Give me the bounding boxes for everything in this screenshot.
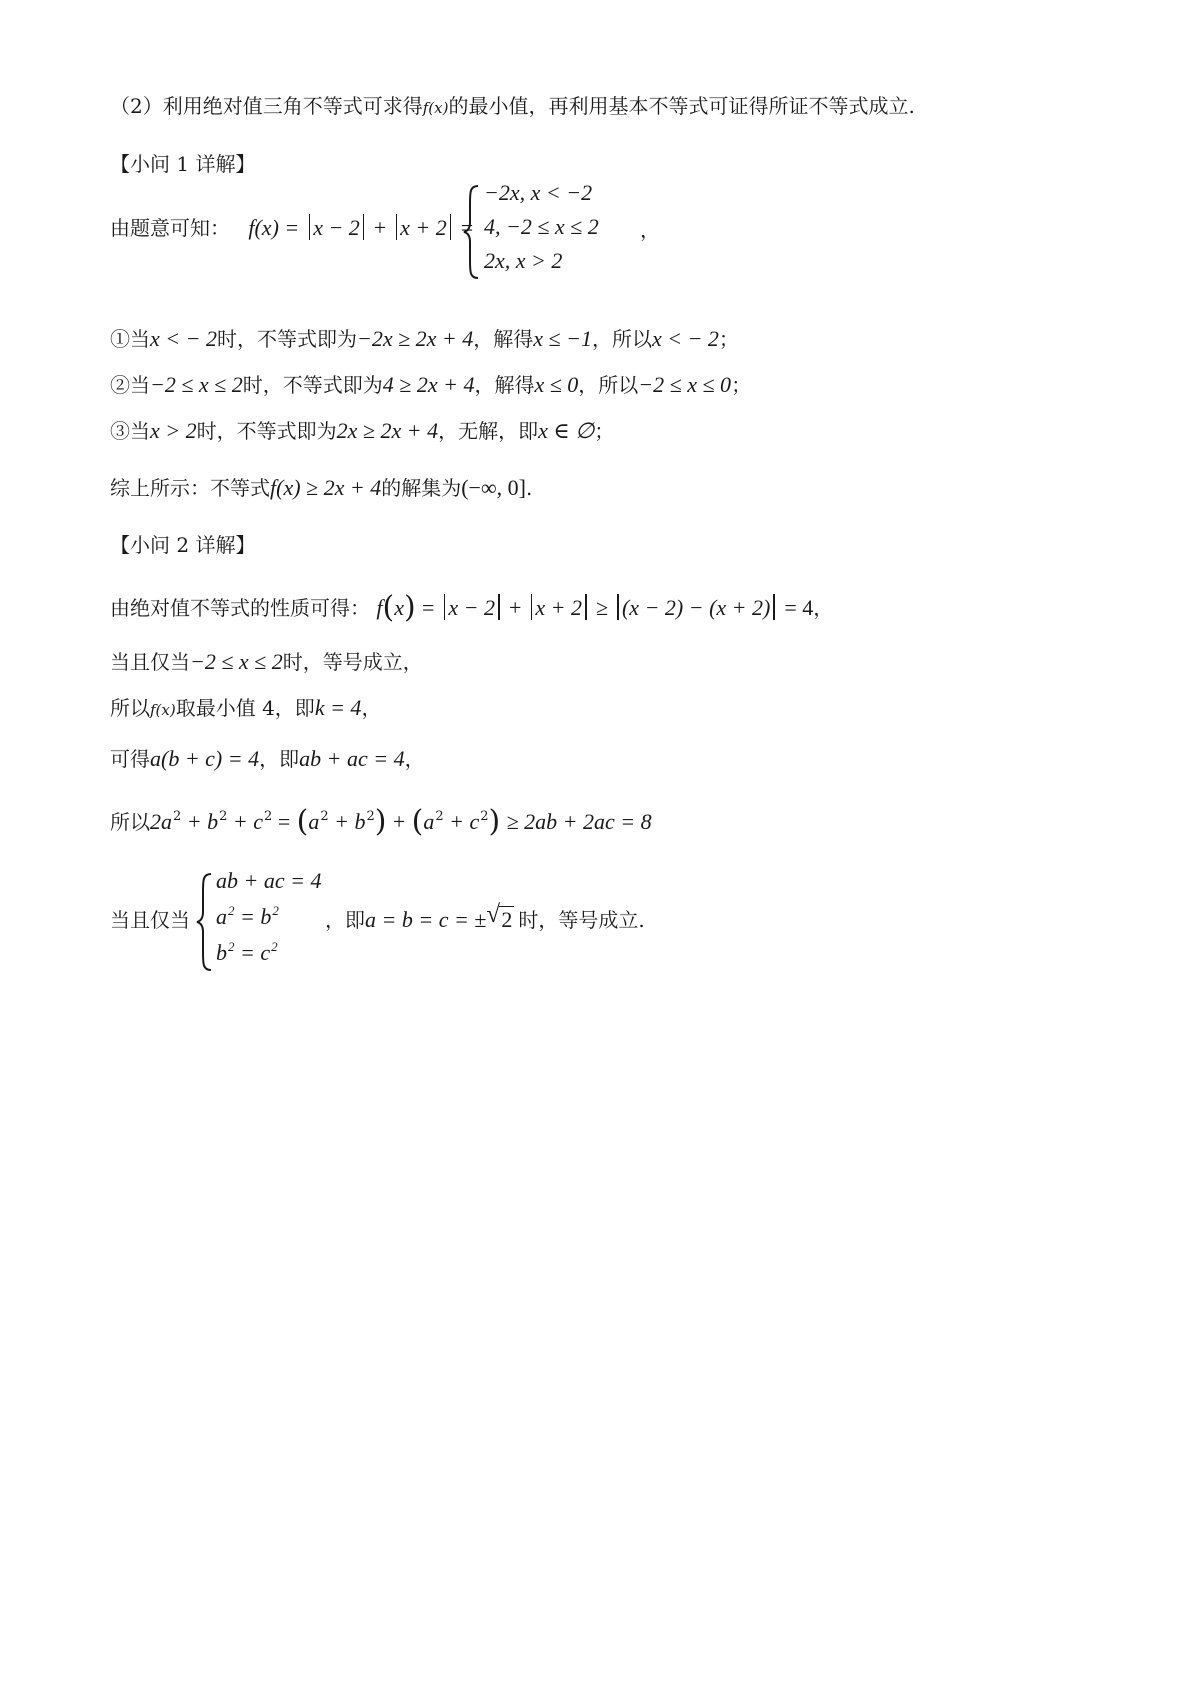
- case2-text-e: ；: [731, 373, 752, 397]
- system-eq-1-text: ab + ac = 4: [216, 868, 322, 893]
- system-eq-3-base: b: [216, 940, 227, 965]
- final-inequality-line: [110, 806, 652, 840]
- derive-text-c: ，: [404, 747, 425, 771]
- system-eq-2: [216, 904, 279, 930]
- case2-math-4: −2 ≤ x ≤ 0: [638, 372, 732, 397]
- equality2-conclusion: [325, 901, 645, 934]
- final-plus: +: [392, 809, 406, 834]
- paren-open: (: [296, 804, 309, 839]
- summary-line: [110, 474, 532, 502]
- case1-text-b: 时，不等式即为: [216, 327, 357, 351]
- exponent: 2: [219, 809, 228, 824]
- case1-math-3: x ≤ −1: [533, 326, 592, 351]
- case-3-line: [110, 417, 614, 445]
- abs-ineq-intro: 由绝对值不等式的性质可得：: [110, 596, 370, 620]
- paren-close: ): [488, 804, 501, 839]
- abs-bar: [617, 594, 619, 620]
- piecewise-abs1: x − 2: [313, 215, 360, 240]
- abs-bar: [444, 594, 446, 620]
- min-value-math: k = 4: [314, 695, 362, 720]
- case3-math-1: x > 2: [150, 418, 197, 443]
- abs-ineq-plus: +: [509, 595, 522, 620]
- abs-bar: [531, 594, 533, 620]
- piecewise-plus: +: [373, 215, 387, 240]
- abs-bar: [450, 214, 452, 240]
- final-eq: =: [272, 809, 291, 834]
- equality-condition-1: [110, 648, 423, 676]
- abs-ineq-ge: ≥: [595, 595, 609, 620]
- paren-open: (: [411, 804, 424, 839]
- derive-text-a: 可得: [110, 747, 150, 771]
- exponent: 2: [272, 903, 279, 918]
- system-eq-3: [216, 940, 278, 966]
- case2-text-a: ②当: [110, 373, 150, 397]
- final-lhs-a: 2a: [150, 809, 172, 834]
- piecewise-intro: 由题意可知：: [110, 216, 230, 240]
- case3-text-b: 时，不等式即为: [196, 419, 337, 443]
- equality2-text-c: 时，等号成立.: [518, 908, 645, 932]
- piecewise-eq: =: [460, 215, 474, 240]
- equality1-math: −2 ≤ x ≤ 2: [190, 649, 283, 674]
- abs-ineq-eq: =: [422, 595, 435, 620]
- summary-math-2: (−∞, 0]: [461, 475, 526, 500]
- equality1-text-b: 时，等号成立，: [282, 650, 423, 674]
- case1-math-4: x < − 2: [651, 326, 719, 351]
- abs-bar: [585, 594, 587, 620]
- case1-math-1: x < − 2: [150, 326, 217, 351]
- case-2-line: [110, 371, 751, 399]
- min-value-fx: f(x): [150, 701, 176, 719]
- abs-ineq-abs2: x + 2: [535, 595, 582, 620]
- q1-header: 【小问 1 详解】: [110, 152, 256, 176]
- exponent: 2: [264, 809, 273, 824]
- abs-bar: [363, 214, 365, 240]
- equality2-math: a = b = c = ±: [365, 907, 487, 932]
- piecewise-lhs: f(x) =: [248, 215, 300, 240]
- abs-bar: [309, 214, 311, 240]
- piecewise-case-2: 4, −2 ≤ x ≤ 2: [484, 214, 599, 239]
- piecewise-case-3: 2x, x > 2: [484, 248, 563, 273]
- abs-ineq-f: f: [376, 595, 383, 620]
- radicand: 2: [501, 907, 513, 932]
- case1-text-a: ①当: [110, 327, 150, 351]
- piecewise-brace: [462, 184, 482, 280]
- exponent: 2: [320, 809, 329, 824]
- summary-text-a: 综上所示：不等式: [110, 476, 270, 500]
- case2-text-c: ，解得: [474, 373, 535, 397]
- case1-text-e: ；: [718, 327, 739, 351]
- final-p2b: + c: [443, 809, 480, 834]
- case3-math-3: x ∈ ∅: [538, 418, 595, 443]
- abs-ineq-abs3: (x − 2) − (x + 2): [621, 595, 771, 620]
- case2-text-d: ，所以: [578, 373, 639, 397]
- piecewise-abs2: x + 2: [400, 215, 447, 240]
- radical-sign: √: [486, 901, 501, 928]
- part2-hint: [110, 92, 915, 122]
- final-rhs: ≥ 2ab + 2ac = 8: [506, 809, 652, 834]
- abs-ineq-x: x: [394, 595, 404, 620]
- exponent: 2: [366, 809, 375, 824]
- paren-open: (: [382, 590, 395, 625]
- paren-close: ): [403, 590, 416, 625]
- case2-math-3: x ≤ 0: [534, 372, 579, 397]
- sqrt-symbol: [486, 901, 514, 934]
- final-lhs-c: + c: [227, 809, 264, 834]
- case1-text-c: ，解得: [473, 327, 534, 351]
- abs-ineq-tail: ，: [813, 596, 834, 620]
- derive-text-b: ，即: [259, 747, 300, 771]
- case3-text-a: ③当: [110, 419, 150, 443]
- summary-text-c: .: [525, 476, 533, 500]
- summary-math-1: f(x) ≥ 2x + 4: [270, 475, 382, 500]
- case1-text-d: ，所以: [591, 327, 652, 351]
- piecewise-definition: [110, 214, 473, 242]
- case2-text-b: 时，不等式即为: [242, 373, 383, 397]
- abs-bar: [396, 214, 398, 240]
- exponent: 2: [435, 809, 444, 824]
- paren-close: ): [374, 804, 387, 839]
- exponent: 2: [173, 809, 182, 824]
- derive-line: [110, 745, 425, 773]
- piecewise-case-1: −2x, x < −2: [484, 180, 593, 205]
- exponent: 2: [228, 903, 235, 918]
- hint-fx: f(x): [422, 99, 449, 117]
- abs-bar: [773, 594, 775, 620]
- case3-text-d: ；: [594, 419, 615, 443]
- case-1-line: [110, 325, 739, 353]
- q2-header: 【小问 2 详解】: [110, 533, 256, 557]
- case2-math-2: 4 ≥ 2x + 4: [382, 372, 475, 397]
- equality2-text-b: ，即: [325, 908, 365, 932]
- system-eq-1: [216, 868, 321, 894]
- case1-math-2: −2x ≥ 2x + 4: [356, 326, 474, 351]
- case3-math-2: 2x ≥ 2x + 4: [336, 418, 439, 443]
- derive-math-1: a(b + c) = 4: [150, 746, 260, 771]
- final-p1b: + b: [328, 809, 366, 834]
- exponent: 2: [228, 939, 235, 954]
- abs-ineq-rhs: = 4: [784, 595, 814, 620]
- final-text-a: 所以: [110, 810, 150, 834]
- equality-condition-2-label: 当且仅当: [110, 908, 190, 932]
- piecewise-tail: ，: [640, 218, 660, 242]
- system-eq-3-mid: = c: [234, 940, 271, 965]
- exponent: 2: [271, 939, 278, 954]
- case2-math-1: −2 ≤ x ≤ 2: [150, 372, 243, 397]
- case3-text-c: ，无解，即: [438, 419, 539, 443]
- min-value-text-b: 取最小值 4，即: [175, 696, 315, 720]
- min-value-text-c: ，: [361, 696, 382, 720]
- min-value-text-a: 所以: [110, 696, 150, 720]
- exponent: 2: [480, 809, 489, 824]
- abs-ineq-abs1: x − 2: [448, 595, 496, 620]
- final-p2a: a: [423, 809, 435, 834]
- system-eq-2-base: a: [216, 904, 227, 929]
- min-value-line: [110, 694, 381, 724]
- abs-inequality-line: [110, 590, 834, 625]
- final-lhs-b: + b: [181, 809, 219, 834]
- hint-text-a: （2）利用绝对值三角不等式可求得: [110, 94, 423, 118]
- derive-math-2: ab + ac = 4: [299, 746, 405, 771]
- summary-text-b: 的解集为: [381, 476, 462, 500]
- final-p1a: a: [308, 809, 320, 834]
- hint-text-b: 的最小值，再利用基本不等式可证得所证不等式成立.: [448, 94, 915, 118]
- equality1-text-a: 当且仅当: [110, 650, 190, 674]
- system-eq-2-mid: = b: [234, 904, 272, 929]
- abs-bar: [498, 594, 500, 620]
- system-brace: [195, 872, 215, 972]
